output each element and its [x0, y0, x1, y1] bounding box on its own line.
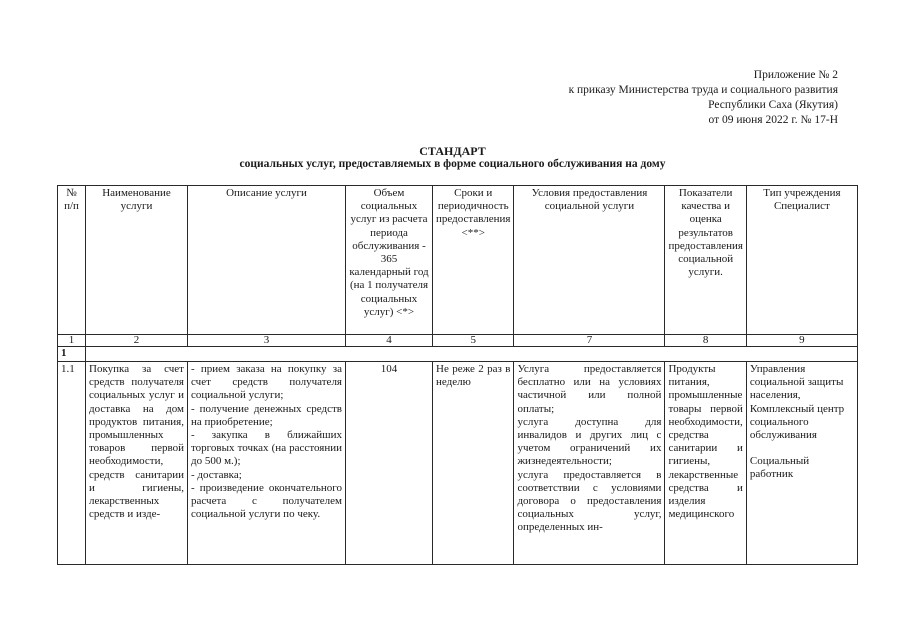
- section-number: 1: [58, 347, 86, 362]
- column-number: 8: [665, 335, 746, 347]
- service-terms: Не реже 2 раз в неделю: [433, 362, 514, 565]
- service-name: Покупка за счет средств получателя социальных услуг и доставка на дом продуктов питания, промышленных товаров первой необходимости, средств санитарии и гигиены, лекарственных средств и изде-: [86, 362, 188, 565]
- appendix-line-4: от 09 июня 2022 г. № 17-Н: [708, 114, 838, 126]
- header-num: № п/п: [58, 186, 86, 335]
- header-institution: [746, 186, 857, 335]
- table-header-row: [58, 186, 858, 335]
- institution-specialist: Социальный работник: [749, 455, 810, 481]
- appendix-line-3: Республики Саха (Якутия): [708, 99, 838, 111]
- row-number: 1.1: [58, 362, 86, 565]
- service-conditions: [514, 362, 665, 565]
- service-description: [188, 362, 346, 565]
- description-item: - произведение окончательного расчета с получателем социальной услуги по чеку.: [191, 481, 342, 521]
- section-blank: [86, 347, 858, 362]
- header-volume: Объем социальных услуг из расчета периода обслуживания - 365 календарный год (на 1 получателя социальных услуг) <*>: [346, 186, 433, 335]
- table-row: [58, 362, 858, 565]
- column-number: 1: [58, 335, 86, 347]
- header-institution-type: Тип учреждения: [763, 187, 841, 199]
- service-volume: 104: [346, 362, 433, 565]
- condition-item: услуга доступна для инвалидов и других лиц с учетом ограничений их жизнедеятельности;: [517, 415, 662, 468]
- column-number-row: [58, 335, 858, 347]
- column-number: 9: [746, 335, 857, 347]
- column-number: 2: [86, 335, 188, 347]
- document-subtitle: социальных услуг, предоставляемых в форме социального обслуживания на дому: [239, 158, 666, 170]
- service-institution: [746, 362, 857, 565]
- appendix-line-2: к приказу Министерства труда и социального развития: [568, 84, 838, 96]
- column-number: 4: [346, 335, 433, 347]
- description-item: - прием заказа на покупку за счет средств получателя социальной услуги;: [191, 363, 342, 402]
- appendix-line-1: Приложение № 2: [753, 69, 838, 81]
- appendix-header: [569, 68, 838, 128]
- header-desc: Описание услуги: [188, 186, 346, 335]
- column-number: 7: [514, 335, 665, 347]
- standard-table: [57, 185, 858, 565]
- condition-item: услуга предоставляется в соответствии с условиями договора о предоставления социальных услуг, определенных ин-: [517, 468, 662, 534]
- document-title: СТАНДАРТ: [419, 144, 486, 158]
- institution-organization: Управления социальной защиты населения, Комплексный центр социального обслуживания: [749, 363, 845, 442]
- header-specialist: Специалист: [773, 200, 830, 213]
- description-item: - закупка в ближайших торговых точках (на расстоянии до 500 м.);: [191, 429, 342, 468]
- header-terms: Сроки и периодичность предоставления <**>: [433, 186, 514, 335]
- section-row: [58, 347, 858, 362]
- condition-item: Услуга предоставляется бесплатно или на условиях частичной или полной оплаты;: [517, 363, 662, 415]
- description-item: - доставка;: [191, 468, 242, 481]
- service-quality: Продукты питания, промышленные товары первой необходимости, средства санитарии и гигиены, лекарственные средства и изделия медицинского: [665, 362, 746, 565]
- header-quality: Показатели качества и оценка результатов предоставления социальной услуги.: [665, 186, 746, 335]
- column-number: 3: [188, 335, 346, 347]
- header-conditions: Условия предоставления социальной услуги: [514, 186, 665, 335]
- column-number: 5: [433, 335, 514, 347]
- description-item: - получение денежных средств на приобретение;: [191, 402, 342, 428]
- header-name: Наименование услуги: [86, 186, 188, 335]
